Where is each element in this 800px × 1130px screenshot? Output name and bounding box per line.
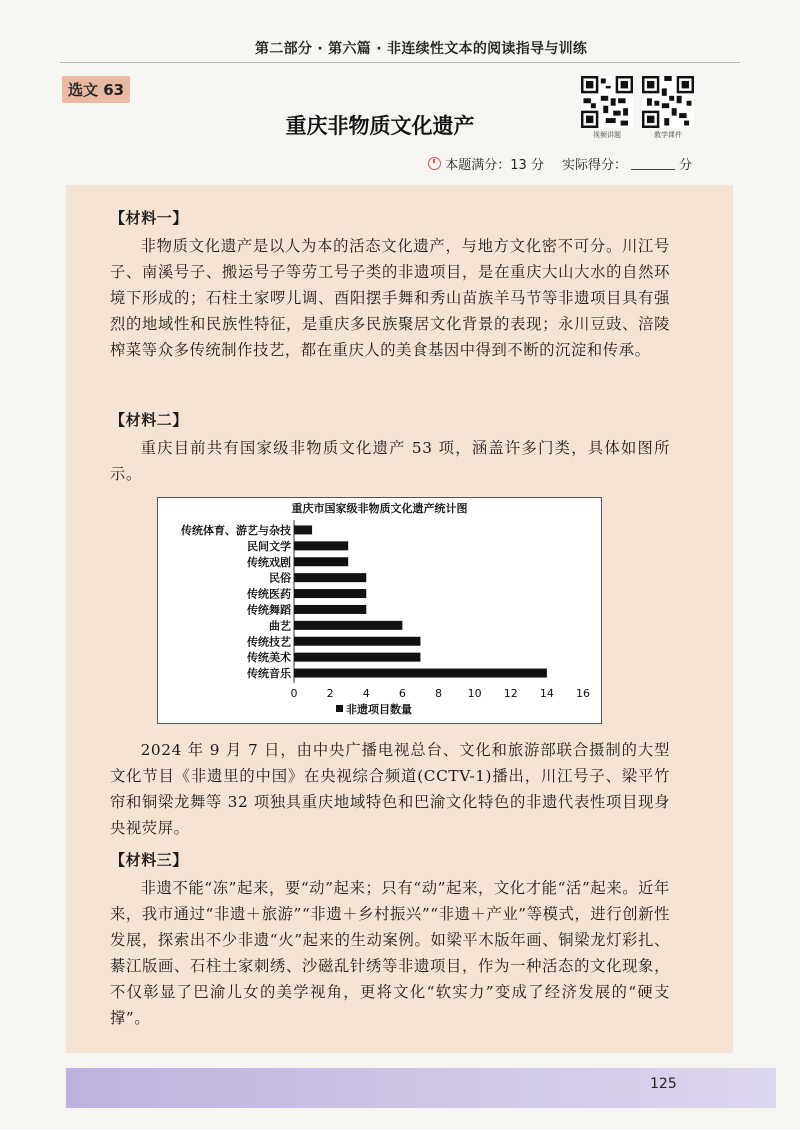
- category-label: 传统体育、游艺与杂技: [181, 523, 291, 537]
- x-tick-label: 14: [539, 687, 554, 700]
- material-2: [110, 407, 670, 487]
- x-tick-label: 16: [576, 687, 590, 700]
- x-tick-label: 8: [435, 687, 442, 700]
- header-divider: [60, 62, 740, 63]
- material-3-heading: 【材料三】: [110, 851, 189, 869]
- material-2-cont: [110, 737, 670, 841]
- clock-icon: [428, 157, 441, 170]
- score-actual-label: 实际得分：: [561, 158, 627, 173]
- bar-9: [294, 653, 420, 662]
- bar-3: [294, 557, 348, 566]
- qr-caption: 教学课件: [654, 131, 682, 139]
- category-label: 民间文学: [247, 539, 291, 553]
- category-label: 传统医药: [247, 587, 291, 601]
- heritage-chart: [157, 497, 602, 724]
- bar-8: [294, 637, 420, 646]
- category-label: 传统音乐: [247, 667, 291, 681]
- chart-svg: [158, 498, 601, 723]
- category-label: 民俗: [269, 571, 291, 585]
- category-label: 传统美术: [247, 651, 291, 665]
- x-tick-label: 10: [467, 687, 482, 700]
- x-tick-label: 12: [503, 687, 518, 700]
- section-tag: 选文 63: [62, 76, 130, 103]
- category-label: 传统舞蹈: [247, 603, 291, 617]
- score-full-label: 本题满分：13 分: [445, 158, 544, 173]
- page-number: 125: [650, 1076, 677, 1092]
- chart-title: 重庆市国家级非物质文化遗产统计图: [291, 502, 468, 515]
- category-label: 传统戏剧: [247, 555, 291, 569]
- score-unit: 分: [678, 158, 692, 173]
- material-3: [110, 847, 670, 1031]
- bar-10: [294, 669, 547, 678]
- qr-caption: 视频讲题: [593, 131, 621, 139]
- running-header: 第二部分 · 第六篇 · 非连续性文本的阅读指导与训练: [255, 41, 588, 57]
- x-tick-label: 0: [290, 687, 298, 700]
- x-tick-label: 4: [362, 687, 370, 700]
- category-label: 曲艺: [269, 619, 291, 633]
- bar-2: [294, 541, 348, 550]
- bar-5: [294, 589, 366, 598]
- score-blank[interactable]: [631, 157, 675, 170]
- legend-swatch: [336, 705, 343, 712]
- material-3-text: 非遗不能“冻”起来，要“动”起来；只有“动”起来，文化才能“活”起来。近年来，我市通过“非遗＋旅游”“非遗＋乡村振兴”“非遗＋产业”等模式，进行创新性发展，探索出不少非遗“火”起来的生动案例。如梁平木版年画、铜梁龙灯彩扎、綦江版画、石柱土家刺绣、沙磁乱针绣等非遗项目，作为一种活态的文化现象，不仅彰显了巴渝儿女的美学视角，更将文化“软实力”变成了经济发展的“硬支撑”。: [110, 879, 670, 1027]
- material-2-after-chart: 2024 年 9 月 7 日，由中央广播电视总台、文化和旅游部联合摄制的大型文化节目《非遗里的中国》在央视综合频道(CCTV-1)播出，川江号子、梁平竹帘和铜梁龙舞等 32 项独具重庆地域特色和巴渝文化特色的非遗代表性项目现身央视荧屏。: [110, 741, 670, 837]
- material-2-heading: 【材料二】: [110, 411, 189, 429]
- x-tick-label: 6: [398, 687, 406, 700]
- material-2-intro: 重庆目前共有国家级非物质文化遗产 53 项，涵盖许多门类，具体如图所示。: [110, 439, 670, 483]
- category-label: 传统技艺: [247, 635, 291, 649]
- legend-label: 非遗项目数量: [346, 703, 412, 716]
- bar-6: [294, 605, 366, 614]
- bar-4: [294, 573, 366, 582]
- x-tick-label: 2: [326, 687, 334, 700]
- bar-7: [294, 621, 402, 630]
- score-line: [428, 154, 692, 173]
- material-1-text: 非物质文化遗产是以人为本的活态文化遗产，与地方文化密不可分。川江号子、南溪号子、搬运号子等劳工号子类的非遗项目，是在重庆大山大水的自然环境下形成的；石柱土家啰儿调、酉阳摆手舞和秀山苗族羊马节等非遗项目具有强烈的地域性和民族性特征，是重庆多民族聚居文化背景的表现；永川豆豉、涪陵榨菜等众多传统制作技艺，都在重庆人的美食基因中得到不断的沉淀和传承。: [110, 237, 670, 359]
- article-title: 重庆非物质文化遗产: [285, 114, 475, 138]
- material-1-heading: 【材料一】: [110, 209, 189, 227]
- bar-1: [294, 525, 312, 534]
- material-1: [110, 205, 670, 363]
